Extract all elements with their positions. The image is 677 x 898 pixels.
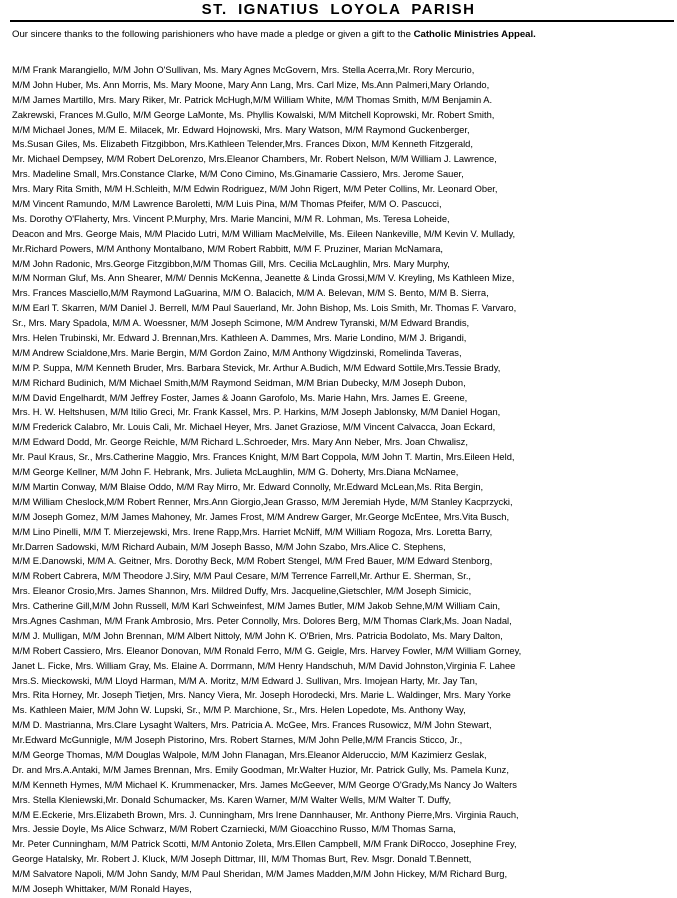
donor-list-line: Mrs.Agnes Cashman, M/M Frank Ambrosio, Mrs. Peter Connolly, Mrs. Dolores Berg, M/M Thomas Clark,Ms. Joan Nadal,	[12, 615, 512, 626]
donor-list-line: Mrs. Helen Trubinski, Mr. Edward J. Brennan,Mrs. Kathleen A. Dammes, Mrs. Marie Londino, M/M J. Brigandi,	[12, 333, 467, 344]
donor-list-line: M/M Joseph Gomez, M/M James Mahoney, Mr. James Frost, M/M Andrew Garger, Mr.George McEntee, Mrs.Vita Busch,	[12, 511, 510, 522]
donor-list-line: M/M J. Mulligan, M/M John Brennan, M/M Albert Nittoly, M/M John K. O'Brien, Mrs. Patricia Bodolato, Ms. Mary Dalton,	[12, 630, 503, 641]
donor-list-line: Mrs. Madeline Small, Mrs.Constance Clarke, M/M Cono Cimino, Ms.Ginamarie Cassiero, Mrs. Jerome Sauer,	[12, 169, 464, 180]
donor-list-line: M/M William Cheslock,M/M Robert Renner, Mrs.Ann Giorgio,Jean Grasso, M/M Jeremiah Hyde, M/M Stanley Kacprzycki,	[12, 496, 513, 507]
donor-list-line: Mr. Paul Kraus, Sr., Mrs.Catherine Maggio, Mrs. Frances Knight, M/M Bart Coppola, M/M John T. Martin, Mrs.Eileen Held,	[12, 452, 515, 463]
donor-list-line: M/M Robert Cabrera, M/M Theodore J.Siry, M/M Paul Cesare, M/M Terrence Farrell,Mr. Arthur E. Sherman, Sr.,	[12, 571, 472, 582]
donor-list	[12, 63, 676, 897]
donor-list-line: Deacon and Mrs. George Mais, M/M Placido Lutri, M/M William MacMelville, Ms. Eileen Nankeville, M/M Kevin V. Mullady,	[12, 228, 516, 239]
intro-sentence: Our sincere thanks to the following parishioners who have made a pledge or given a gift to the	[12, 29, 414, 40]
donor-list-line: Mrs. H. W. Heltshusen, M/M Itilio Greci, Mr. Frank Kassel, Mrs. P. Harkins, M/M Joseph Jablonsky, M/M Daniel Hogan,	[12, 407, 501, 418]
donor-list-line: Mrs. Stella Kleniewski,Mr. Donald Schumacker, Ms. Karen Warner, M/M Walter Wells, M/M Walter T. Duffy,	[12, 794, 452, 805]
donor-list-line: M/M Norman Gluf, Ms. Ann Shearer, M/M/ Dennis McKenna, Jeanette & Linda Grossi,M/M V. Kreyling, Ms Kathleen Mize,	[12, 273, 515, 284]
donor-list-line: Mr.Edward McGunnigle, M/M Joseph Pistorino, Mrs. Robert Starnes, M/M John Pelle,M/M Francis Sticco, Jr.,	[12, 735, 463, 746]
donor-list-line: M/M Salvatore Napoli, M/M John Sandy, M/M Paul Sheridan, M/M James Madden,M/M John Hickey, M/M Richard Burg,	[12, 869, 508, 880]
donor-list-line: Zakrewski, Frances M.Gullo, M/M George LaMonte, Ms. Phyllis Kowalski, M/M Mitchell Koprowski, Mr. Robert Smith,	[12, 109, 495, 120]
title-divider	[10, 20, 674, 22]
donor-list-line: Mr.Richard Powers, M/M Anthony Montalbano, M/M Robert Rabbitt, M/M F. Pruziner, Marian McNamara,	[12, 243, 443, 254]
donor-list-line: Mrs. Rita Horney, Mr. Joseph Tietjen, Mrs. Nancy Viera, Mr. Joseph Horodecki, Mrs. Marie L. Waldinger, Mrs. Mary Yorke	[12, 690, 511, 701]
donor-list-line: M/M Joseph Whittaker, M/M Ronald Hayes,	[12, 883, 192, 894]
donor-list-line: M/M Lino Pinelli, M/M T. Mierzejewski, Mrs. Irene Rapp,Mrs. Harriet McNiff, M/M William Rogoza, Mrs. Loretta Barry,	[12, 526, 493, 537]
donor-list-line: M/M Kenneth Hymes, M/M Michael K. Krummenacker, Mrs. James McGeever, M/M George O'Grady,Ms Nancy Jo Walters	[12, 779, 517, 790]
donor-list-line: Mr.Darren Sadowski, M/M Richard Aubain, M/M Joseph Basso, M/M John Szabo, Mrs.Alice C. Stephens,	[12, 541, 446, 552]
donor-list-line: M/M Michael Jones, M/M E. Milacek, Mr. Edward Hojnowski, Mrs. Mary Watson, M/M Raymond Guckenberger,	[12, 124, 470, 135]
donor-list-line: M/M Richard Budinich, M/M Michael Smith,M/M Raymond Seidman, M/M Brian Dubecky, M/M Joseph Dubon,	[12, 377, 466, 388]
donor-list-line: M/M James Martillo, Mrs. Mary Riker, Mr. Patrick McHugh,M/M William White, M/M Thomas Smith, M/M Benjamin A.	[12, 94, 493, 105]
donor-list-line: Mrs.S. Mieckowski, M/M Lloyd Harman, M/M A. Moritz, M/M Edward J. Sullivan, Mrs. Imojean Harty, Mr. Jay Tan,	[12, 675, 478, 686]
donor-list-line: Mrs. Catherine Gill,M/M John Russell, M/M Karl Schweinfest, M/M James Butler, M/M Jakob Sehne,M/M William Cain,	[12, 601, 501, 612]
donor-list-line: M/M Edward Dodd, Mr. George Reichle, M/M Richard L.Schroeder, Mrs. Mary Ann Neber, Mrs. Joan Chwalisz,	[12, 437, 468, 448]
donor-list-line: M/M P. Suppa, M/M Kenneth Bruder, Mrs. Barbara Stevick, Mr. Arthur A.Budich, M/M Edward Sottile,Mrs.Tessie Brady,	[12, 362, 501, 373]
donor-list-line: Mrs. Frances Masciello,M/M Raymond LaGuarina, M/M O. Balacich, M/M A. Belevan, M/M S. Bento, M/M B. Sierra,	[12, 288, 489, 299]
donor-list-line: Mr. Peter Cunningham, M/M Patrick Scotti, M/M Antonio Zoleta, Mrs.Ellen Campbell, M/M Frank DiRocco, Josephine Frey,	[12, 839, 517, 850]
donor-list-line: Janet L. Ficke, Mrs. William Gray, Ms. Elaine A. Dorrmann, M/M Henry Handschuh, M/M David Johnston,Virginia F. Lahee	[12, 660, 516, 671]
donor-list-line: Mrs. Jessie Doyle, Ms Alice Schwarz, M/M Robert Czarniecki, M/M Gioacchino Russo, M/M Thomas Sarna,	[12, 824, 456, 835]
donor-list-line: Ms. Dorothy O'Flaherty, Mrs. Vincent P.Murphy, Mrs. Marie Mancini, M/M R. Lohman, Ms. Teresa Loheide,	[12, 213, 450, 224]
donor-list-line: Ms.Susan Giles, Ms. Elizabeth Fitzgibbon, Mrs.Kathleen Telender,Mrs. Frances Dixon, M/M Kenneth Fitzgerald,	[12, 139, 473, 150]
page-title: ST. IGNATIUS LOYOLA PARISH	[201, 1, 476, 18]
donor-list-line: M/M George Kellner, M/M John F. Hebrank, Mrs. Julieta McLaughlin, M/M G. Doherty, Mrs.Diana McNamee,	[12, 467, 459, 478]
donor-list-line: Mrs. Mary Rita Smith, M/M H.Schleith, M/M Edwin Rodriguez, M/M John Rigert, M/M Peter Collins, Mr. Leonard Ober,	[12, 184, 498, 195]
donor-list-line: Mrs. Eleanor Crosio,Mrs. James Shannon, Mrs. Mildred Duffy, Mrs. Jacqueline,Gietschler, M/M Joseph Simicic,	[12, 586, 472, 597]
intro-appeal-name: Catholic Ministries Appeal.	[413, 29, 536, 40]
donor-list-line: M/M Robert Cassiero, Mrs. Eleanor Donovan, M/M Ronald Ferro, M/M G. Geigle, Mrs. Harvey Fowler, M/M William Gorney,	[12, 645, 522, 656]
donor-list-line: M/M John Huber, Ms. Ann Morris, Ms. Mary Moone, Mary Ann Lang, Mrs. Carl Mize, Ms.Ann Palmeri,Mary Orlando,	[12, 79, 490, 90]
donor-list-line: M/M Andrew Scialdone,Mrs. Marie Bergin, M/M Gordon Zaino, M/M Anthony Wigdzinski, Romelinda Taveras,	[12, 347, 462, 358]
donor-list-line: M/M Frederick Calabro, Mr. Louis Cali, Mr. Michael Heyer, Mrs. Janet Graziose, M/M Vincent Calvacca, Joan Eckard,	[12, 422, 496, 433]
donor-list-line: M/M Frank Marangiello, M/M John O'Sullivan, Ms. Mary Agnes McGovern, Mrs. Stella Acerra,Mr. Rory Mercurio,	[12, 65, 475, 75]
donor-list-line: M/M John Radonic, Mrs.George Fitzgibbon,M/M Thomas Gill, Mrs. Cecilia McLaughlin, Mrs. Mary Murphy,	[12, 258, 450, 269]
donor-list-line: M/M E.Eckerie, Mrs.Elizabeth Brown, Mrs. J. Cunningham, Mrs Irene Dannhauser, Mr. Anthony Pierre,Mrs. Virginia Rauch,	[12, 809, 519, 820]
donor-list-line: M/M E.Danowski, M/M A. Geitner, Mrs. Dorothy Beck, M/M Robert Stengel, M/M Fred Bauer, M/M Edward Stenborg,	[12, 556, 493, 567]
donor-list-line: George Hatalsky, Mr. Robert J. Kluck, M/M Joseph Dittmar, III, M/M Thomas Burt, Rev. Msgr. Donald T.Bennett,	[12, 854, 472, 865]
donor-list-line: M/M Earl T. Skarren, M/M Daniel J. Berrell, M/M Paul Sauerland, Mr. John Bishop, Ms. Lois Smith, Mr. Thomas F. Varvaro,	[12, 303, 517, 314]
donor-list-line: M/M George Thomas, M/M Douglas Walpole, M/M John Flanagan, Mrs.Eleanor Alderuccio, M/M Kazimierz Geslak,	[12, 749, 487, 760]
donor-list-line: Mr. Michael Dempsey, M/M Robert DeLorenzo, Mrs.Eleanor Chambers, Mr. Robert Nelson, M/M William J. Lawrence,	[12, 154, 497, 165]
donor-list-line: M/M Martin Conway, M/M Blaise Oddo, M/M Ray Mirro, Mr. Edward Connolly, Mr.Edward McLean,Ms. Rita Bergin,	[12, 481, 484, 492]
donor-list-line: Dr. and Mrs.A.Antaki, M/M James Brennan, Mrs. Emily Goodman, Mr.Walter Huzior, Mr. Patrick Gully, Ms. Pamela Kunz,	[12, 764, 509, 775]
intro-text	[12, 29, 676, 41]
donor-list-line: M/M Vincent Ramundo, M/M Lawrence Baroletti, M/M Luis Pina, M/M Thomas Pfeifer, M/M O. Pascucci,	[12, 199, 442, 210]
donor-list-line: Ms. Kathleen Maier, M/M John W. Lupski, Sr., M/M P. Marchione, Sr., Mrs. Helen Lopedote, Ms. Anthony Way,	[12, 705, 466, 716]
donor-list-line: M/M D. Mastrianna, Mrs.Clare Lysaght Walters, Mrs. Patricia A. McGee, Mrs. Frances Rusowicz, M/M John Stewart,	[12, 720, 492, 731]
donor-list-line: M/M David Engelhardt, M/M Jeffrey Foster, James & Joann Garofolo, Ms. Marie Hahn, Mrs. James E. Greene,	[12, 392, 468, 403]
donor-list-line: Sr., Mrs. Mary Spadola, M/M A. Woessner, M/M Joseph Scimone, M/M Andrew Tyranski, M/M Edward Brandis,	[12, 318, 470, 329]
